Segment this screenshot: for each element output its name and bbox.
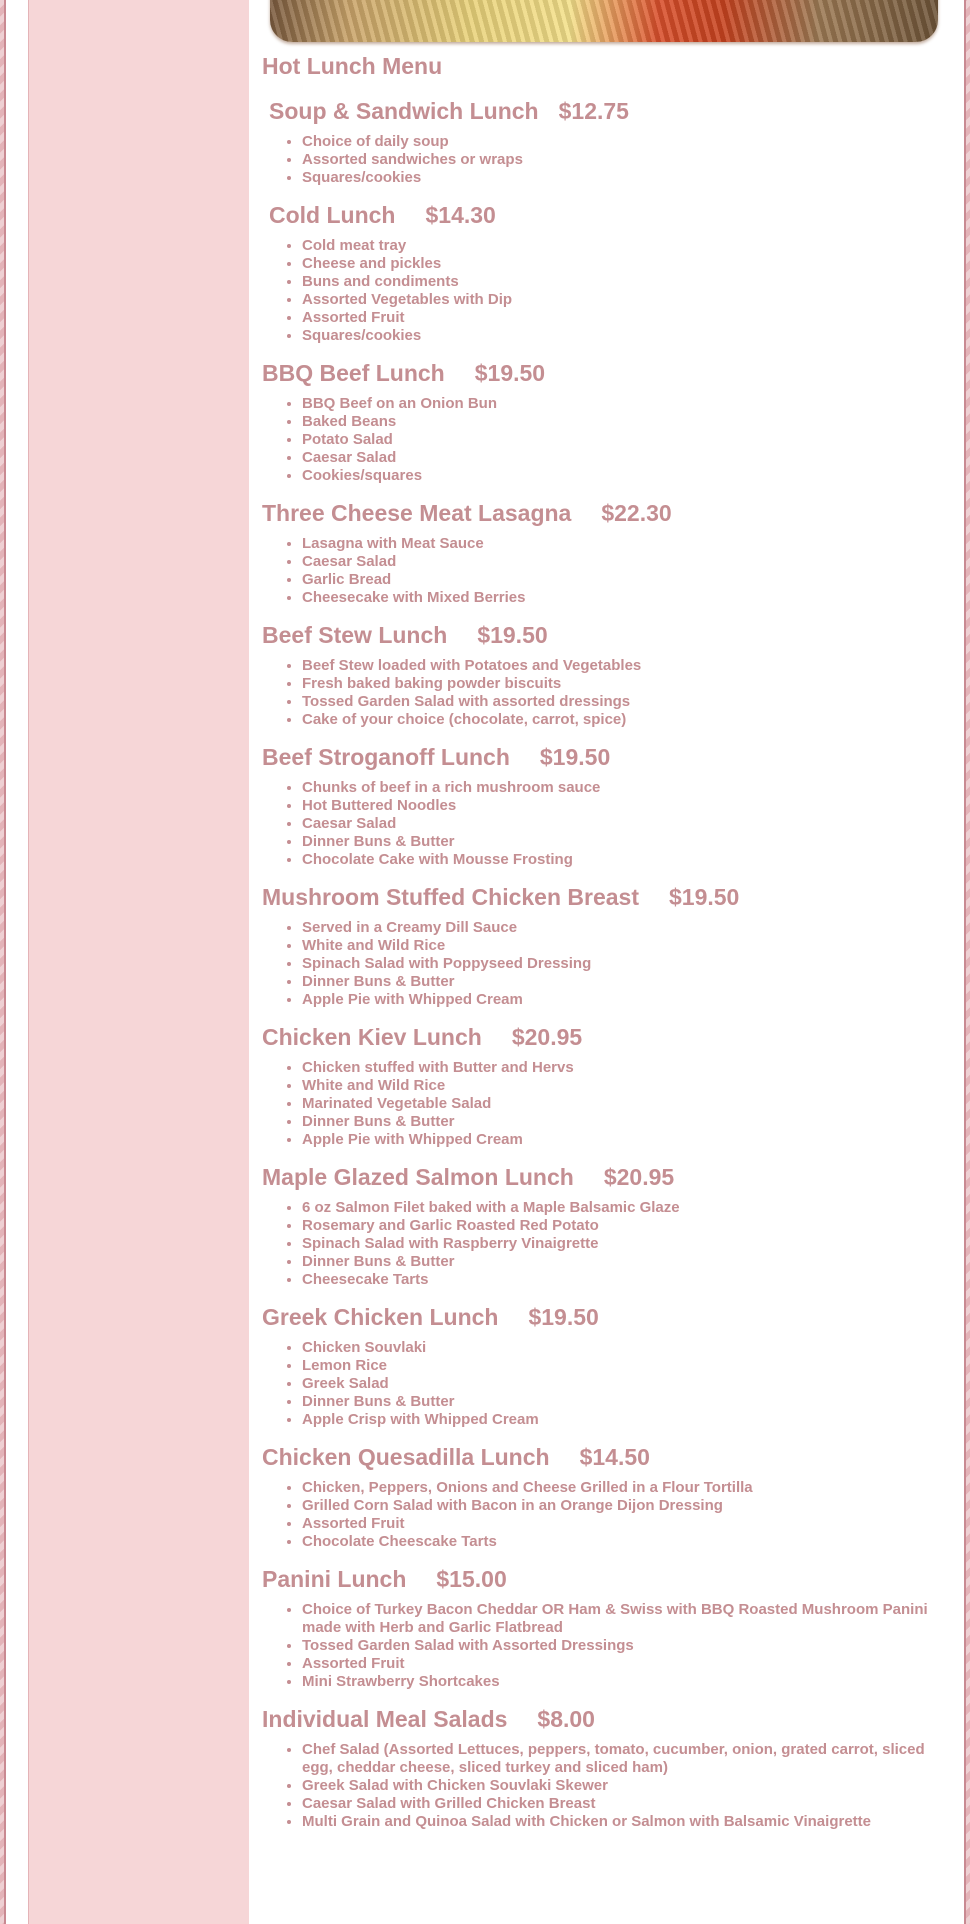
page-title: Hot Lunch Menu xyxy=(262,53,443,79)
list-item: • Grilled Corn Salad with Bacon in an Orange Dijon Dressing xyxy=(302,1497,952,1515)
list-item: • Garlic Bread xyxy=(302,571,952,589)
section-item-list xyxy=(262,779,952,869)
section-price: $19.50 xyxy=(528,1304,599,1330)
menu-sections xyxy=(262,97,952,1831)
list-item: • Squares/cookies xyxy=(302,327,952,345)
menu-section xyxy=(262,1163,952,1289)
list-item: • Apple Pie with Whipped Cream xyxy=(302,991,952,1009)
list-item: • Assorted Vegetables with Dip xyxy=(302,291,952,309)
section-name: Individual Meal Salads xyxy=(262,1706,508,1732)
list-item: • Cheese and pickles xyxy=(302,255,952,273)
section-heading xyxy=(262,1023,952,1051)
list-item: • Lemon Rice xyxy=(302,1357,952,1375)
section-heading xyxy=(262,883,952,911)
menu-section xyxy=(262,201,952,345)
menu-section xyxy=(262,1705,952,1831)
list-item: • White and Wild Rice xyxy=(302,1077,952,1095)
menu-section xyxy=(262,1443,952,1551)
menu-section xyxy=(262,359,952,485)
menu-section xyxy=(262,621,952,729)
section-heading xyxy=(262,1303,952,1331)
section-name: Beef Stroganoff Lunch xyxy=(262,744,510,770)
list-item: • Caesar Salad xyxy=(302,449,952,467)
section-item-list xyxy=(262,133,952,187)
section-heading xyxy=(262,1443,952,1471)
list-item: • Choice of daily soup xyxy=(302,133,952,151)
section-item-list xyxy=(262,1741,952,1831)
list-item: • Assorted Fruit xyxy=(302,1655,952,1673)
list-item: • Dinner Buns & Butter xyxy=(302,1393,952,1411)
list-item: • Caesar Salad with Grilled Chicken Breast xyxy=(302,1795,952,1813)
section-price: $19.50 xyxy=(539,744,611,770)
list-item: • Dinner Buns & Butter xyxy=(302,833,952,851)
list-item: • 6 oz Salmon Filet baked with a Maple Balsamic Glaze xyxy=(302,1199,952,1217)
section-item-list xyxy=(262,1199,952,1289)
section-price: $20.95 xyxy=(603,1164,675,1190)
section-name: BBQ Beef Lunch xyxy=(262,360,445,386)
section-item-list xyxy=(262,395,952,485)
section-item-list xyxy=(262,1479,952,1551)
main-content xyxy=(262,52,952,1845)
section-item-list xyxy=(262,657,952,729)
menu-section xyxy=(262,499,952,607)
section-item-list xyxy=(262,1059,952,1149)
list-item: • Caesar Salad xyxy=(302,553,952,571)
list-item: • Chicken stuffed with Butter and Hervs xyxy=(302,1059,952,1077)
list-item: • Assorted sandwiches or wraps xyxy=(302,151,952,169)
section-name: Soup & Sandwich Lunch xyxy=(269,98,539,124)
list-item: • Greek Salad with Chicken Souvlaki Skewer xyxy=(302,1777,952,1795)
section-heading xyxy=(262,621,952,649)
left-sidebar xyxy=(28,0,249,1924)
list-item: • Apple Pie with Whipped Cream xyxy=(302,1131,952,1149)
section-name: Panini Lunch xyxy=(262,1566,407,1592)
list-item: • Cake of your choice (chocolate, carrot, spice) xyxy=(302,711,952,729)
section-name: Three Cheese Meat Lasagna xyxy=(262,500,572,526)
menu-section xyxy=(262,883,952,1009)
list-item: • Tossed Garden Salad with assorted dressings xyxy=(302,693,952,711)
list-item: • Chunks of beef in a rich mushroom sauce xyxy=(302,779,952,797)
list-item: • Assorted Fruit xyxy=(302,309,952,327)
menu-section xyxy=(262,1565,952,1691)
section-price: $20.95 xyxy=(511,1024,583,1050)
list-item: • Baked Beans xyxy=(302,413,952,431)
list-item: • Fresh baked baking powder biscuits xyxy=(302,675,952,693)
list-item: • Cold meat tray xyxy=(302,237,952,255)
menu-section xyxy=(262,1023,952,1149)
list-item: • Hot Buttered Noodles xyxy=(302,797,952,815)
section-item-list xyxy=(262,919,952,1009)
section-heading xyxy=(262,201,952,229)
list-item: • Cookies/squares xyxy=(302,467,952,485)
section-heading xyxy=(262,1565,952,1593)
list-item: • Buns and condiments xyxy=(302,273,952,291)
list-item: • Marinated Vegetable Salad xyxy=(302,1095,952,1113)
list-item: • Tossed Garden Salad with Assorted Dressings xyxy=(302,1637,952,1655)
section-price: $19.50 xyxy=(474,360,546,386)
list-item: • Squares/cookies xyxy=(302,169,952,187)
section-heading xyxy=(262,359,952,387)
list-item: • Chef Salad (Assorted Lettuces, peppers, tomato, cucumber, onion, grated carrot, sliced egg, cheddar cheese, sliced turkey and sliced ham) xyxy=(302,1741,952,1777)
section-price: $19.50 xyxy=(669,884,740,910)
section-price: $19.50 xyxy=(477,622,548,648)
section-item-list xyxy=(262,1339,952,1429)
list-item: • Beef Stew loaded with Potatoes and Vegetables xyxy=(302,657,952,675)
list-item: • Multi Grain and Quinoa Salad with Chicken or Salmon with Balsamic Vinaigrette xyxy=(302,1813,952,1831)
list-item: • Chicken Souvlaki xyxy=(302,1339,952,1357)
list-item: • Served in a Creamy Dill Sauce xyxy=(302,919,952,937)
menu-section xyxy=(262,97,952,187)
list-item: • Spinach Salad with Poppyseed Dressing xyxy=(302,955,952,973)
section-item-list xyxy=(262,535,952,607)
section-name: Chicken Quesadilla Lunch xyxy=(262,1444,550,1470)
list-item: • Rosemary and Garlic Roasted Red Potato xyxy=(302,1217,952,1235)
section-name: Chicken Kiev Lunch xyxy=(262,1024,482,1050)
section-price: $15.00 xyxy=(436,1566,507,1592)
section-name: Cold Lunch xyxy=(269,202,396,228)
section-price: $22.30 xyxy=(601,500,672,526)
section-name: Maple Glazed Salmon Lunch xyxy=(262,1164,574,1190)
list-item: • Chocolate Cheescake Tarts xyxy=(302,1533,952,1551)
section-name: Mushroom Stuffed Chicken Breast xyxy=(262,884,639,910)
list-item: • Mini Strawberry Shortcakes xyxy=(302,1673,952,1691)
list-item: • Chicken, Peppers, Onions and Cheese Grilled in a Flour Tortilla xyxy=(302,1479,952,1497)
list-item: • Lasagna with Meat Sauce xyxy=(302,535,952,553)
list-item: • Greek Salad xyxy=(302,1375,952,1393)
list-item: • Dinner Buns & Butter xyxy=(302,1113,952,1131)
section-heading xyxy=(262,499,952,527)
list-item: • Chocolate Cake with Mousse Frosting xyxy=(302,851,952,869)
section-name: Greek Chicken Lunch xyxy=(262,1304,499,1330)
list-item: • Assorted Fruit xyxy=(302,1515,952,1533)
list-item: • Dinner Buns & Butter xyxy=(302,973,952,991)
list-item: • White and Wild Rice xyxy=(302,937,952,955)
list-item: • Cheesecake with Mixed Berries xyxy=(302,589,952,607)
list-item: • Cheesecake Tarts xyxy=(302,1271,952,1289)
section-price: $12.75 xyxy=(558,98,629,124)
section-item-list xyxy=(262,1601,952,1691)
section-price: $8.00 xyxy=(537,1706,595,1732)
list-item: • Caesar Salad xyxy=(302,815,952,833)
section-price: $14.50 xyxy=(579,1444,650,1470)
section-price: $14.30 xyxy=(425,202,496,228)
list-item: • Spinach Salad with Raspberry Vinaigrette xyxy=(302,1235,952,1253)
hero-food-image xyxy=(270,0,938,42)
list-item: • Apple Crisp with Whipped Cream xyxy=(302,1411,952,1429)
list-item: • Choice of Turkey Bacon Cheddar OR Ham & Swiss with BBQ Roasted Mushroom Panini made with Herb and Garlic Flatbread xyxy=(302,1601,952,1637)
section-heading xyxy=(262,743,952,771)
list-item: • BBQ Beef on an Onion Bun xyxy=(302,395,952,413)
menu-section xyxy=(262,1303,952,1429)
section-heading xyxy=(262,1705,952,1733)
list-item: • Dinner Buns & Butter xyxy=(302,1253,952,1271)
list-item: • Potato Salad xyxy=(302,431,952,449)
menu-section xyxy=(262,743,952,869)
section-item-list xyxy=(262,237,952,345)
section-name: Beef Stew Lunch xyxy=(262,622,448,648)
section-heading xyxy=(262,97,952,125)
section-heading xyxy=(262,1163,952,1191)
